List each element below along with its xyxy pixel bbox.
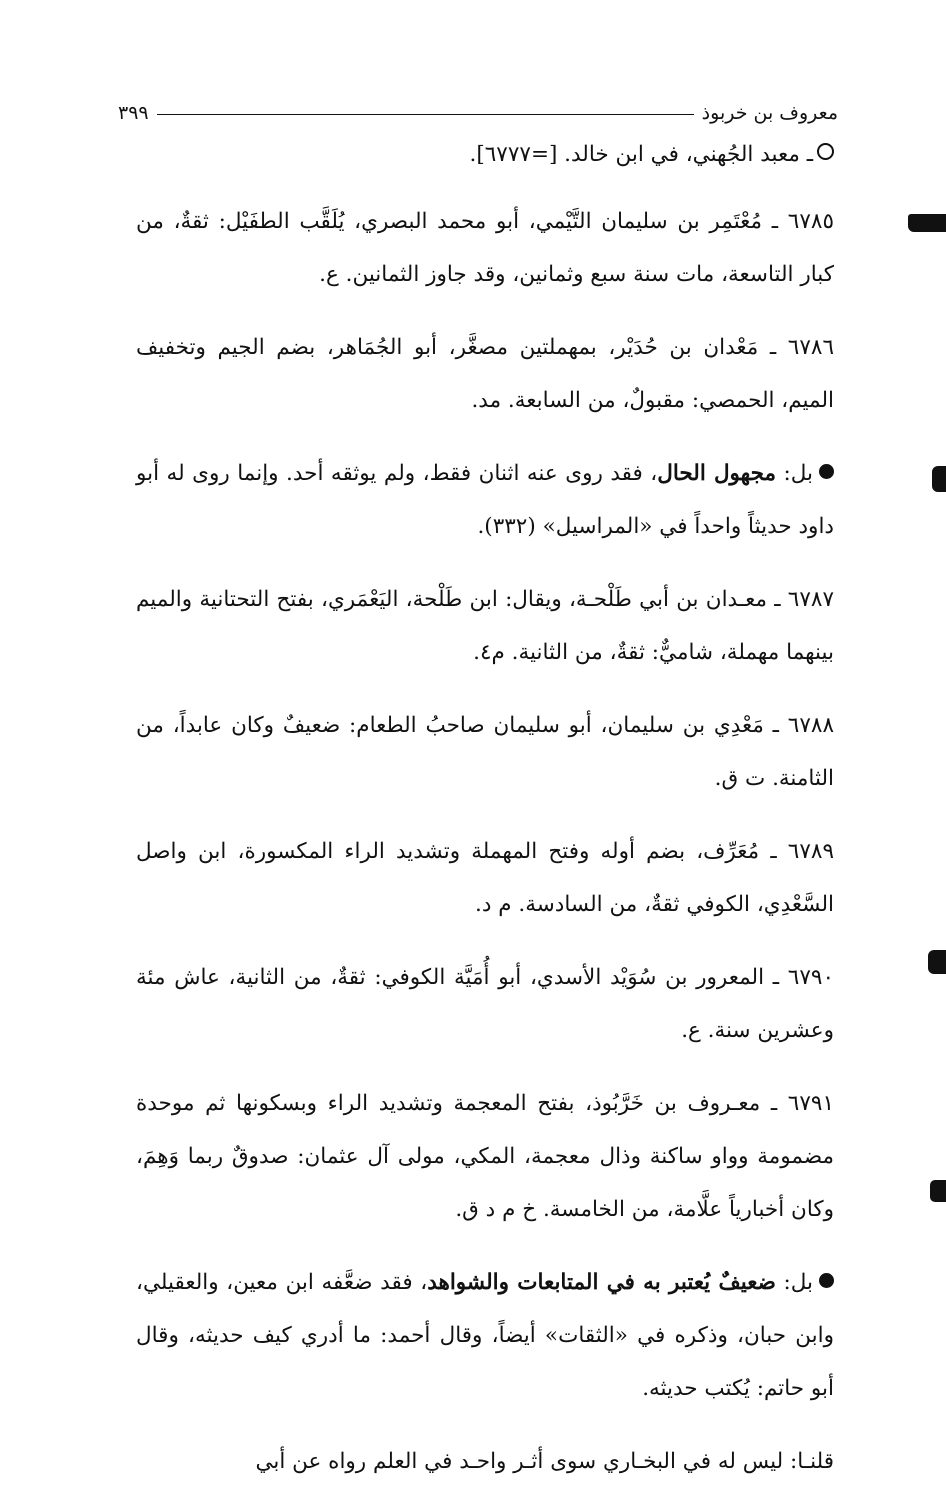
edge-mark	[928, 950, 946, 974]
page-number: ٣٩٩	[118, 102, 149, 124]
continuation-paragraph	[136, 1435, 834, 1488]
entry-text: ـ معبد الجُهني، في ابن خالد. [=٦٧٧٧].	[469, 142, 813, 167]
entry-text: قلنـا: ليس له في البخـاري سوى أثـر واحـد في العلم رواه عن أبي	[255, 1449, 834, 1474]
entry-6786	[136, 321, 834, 427]
circle-marker-icon	[817, 143, 834, 160]
note-prefix: بل:	[783, 1270, 813, 1295]
running-header	[118, 84, 838, 124]
entry-6791	[136, 1077, 834, 1236]
note-prefix: بل:	[783, 461, 813, 486]
bullet-icon	[819, 1273, 834, 1288]
entry-6785	[136, 195, 834, 301]
entry-6789	[136, 825, 834, 931]
entry-text: ٦٧٩٠ ـ المعرور بن سُوَيْد الأسدي، أبو أُمَيَّة الكوفي: ثقةٌ، من الثانية، عاش مئة وعشرين سنة. ع.	[136, 965, 834, 1043]
editor-note	[136, 447, 834, 553]
edge-mark	[908, 214, 946, 232]
header-title: معروف بن خربوذ	[701, 102, 838, 124]
note-emphasis: مجهول الحال	[657, 461, 776, 486]
note-text: ، فقد ضعَّفه ابن معين، والعقيلي، وابن حبان، وذكره في «الثقات» أيضاً، وقال أحمد: ما أدري كيف حديثه، وقال أبو حاتم: يُكتب حديثه.	[136, 1270, 834, 1401]
body-text	[136, 128, 834, 1508]
bullet-icon	[819, 464, 834, 479]
entry-text: ٦٧٩١ ـ معـروف بن خَرَّبُوذ، بفتح المعجمة وتشديد الراء وبسكونها ثم موحدة مضمومة وواو ساكنة وذال معجمة، المكي، مولى آل عثمان: صدوقٌ ربما وَهِمَ، وكان أخبارياً علَّامة، من الخامسة. خ م د ق.	[136, 1091, 834, 1222]
entry-text: ٦٧٨٨ ـ مَعْدِي بن سليمان، أبو سليمان صاحبُ الطعام: ضعيفٌ وكان عابداً، من الثامنة. ت ق.	[136, 713, 834, 791]
editor-note	[136, 1256, 834, 1415]
edge-mark	[930, 1180, 946, 1202]
entry-6788	[136, 699, 834, 805]
cross-reference-entry	[136, 128, 834, 181]
edge-mark	[932, 466, 946, 492]
note-emphasis: ضعيفٌ يُعتبر به في المتابعات والشواهد	[427, 1270, 776, 1295]
entry-text: ٦٧٨٥ ـ مُعْتَمِر بن سليمان التَّيْمي، أبو محمد البصري، يُلَقَّب الطفَيْل: ثقةٌ، من كبار التاسعة، مات سنة سبع وثمانين، وقد جاوز الثمانين. ع.	[136, 209, 834, 287]
entry-text: ٦٧٨٧ ـ معـدان بن أبي طَلْحـة، ويقال: ابن طَلْحة، اليَعْمَري، بفتح التحتانية والميم بينهما مهملة، شاميٌّ: ثقةٌ، من الثانية. م٤.	[136, 587, 834, 665]
entry-6787	[136, 573, 834, 679]
entry-text: ٦٧٨٩ ـ مُعَرِّف، بضم أوله وفتح المهملة وتشديد الراء المكسورة، ابن واصل السَّعْدِي، الكوفي ثقةٌ، من السادسة. م د.	[136, 839, 834, 917]
entry-6790	[136, 951, 834, 1057]
note-text: ، فقد روى عنه اثنان فقط، ولم يوثقه أحد. وإنما روى له أبو داود حديثاً واحداً في «المراسيل» (٣٣٢).	[136, 461, 834, 539]
header-rule	[157, 114, 694, 115]
entry-text: ٦٧٨٦ ـ مَعْدان بن حُدَيْر، بمهملتين مصغَّر، أبو الجُمَاهر، بضم الجيم وتخفيف الميم، الحمصي: مقبولٌ، من السابعة. مد.	[136, 335, 834, 413]
